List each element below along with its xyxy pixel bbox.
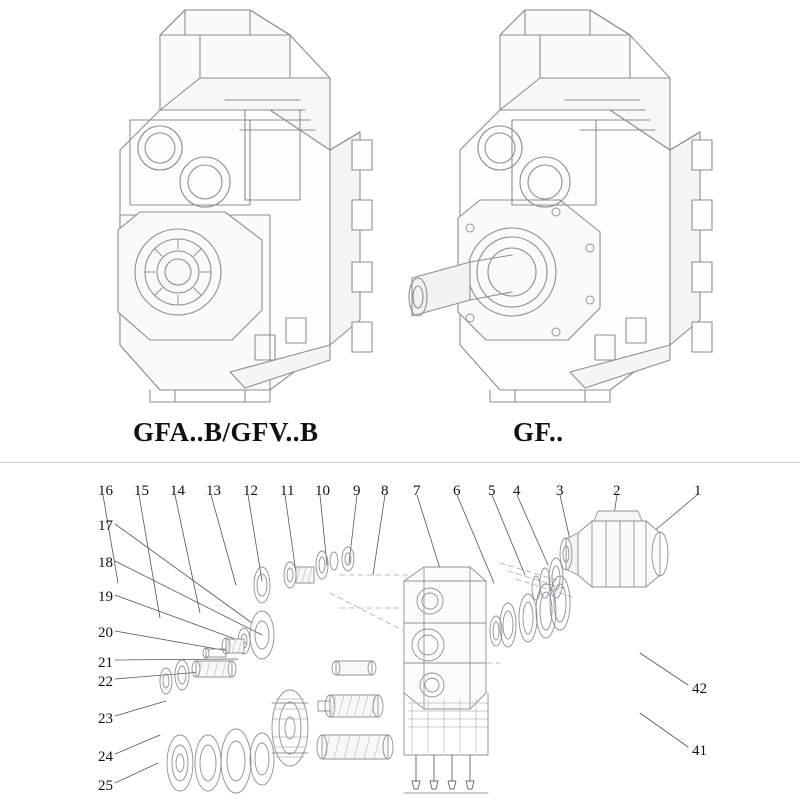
callout-number: 8	[381, 483, 389, 499]
callout-number: 21	[98, 655, 113, 671]
callout-number: 42	[692, 681, 707, 697]
callout-number: 15	[134, 483, 149, 499]
callout-number: 17	[98, 518, 113, 534]
callout-number: 19	[98, 589, 113, 605]
callout-number: 6	[453, 483, 461, 499]
callout-number: 18	[98, 555, 113, 571]
callout-number: 12	[243, 483, 258, 499]
callout-number: 25	[98, 778, 113, 794]
callout-number: 5	[488, 483, 496, 499]
callout-number: 16	[98, 483, 113, 499]
callout-number: 41	[692, 743, 707, 759]
callout-number: 23	[98, 711, 113, 727]
caption-gfa-gfv: GFA..B/GFV..B	[133, 417, 319, 447]
callout-number: 14	[170, 483, 185, 499]
callout-number: 7	[413, 483, 421, 499]
callout-number: 11	[280, 483, 295, 499]
callout-number: 13	[206, 483, 221, 499]
callout-number: 10	[315, 483, 330, 499]
caption-gf: GF..	[513, 417, 564, 447]
exploded-parts-diagram	[0, 463, 800, 800]
callout-number: 24	[98, 749, 113, 765]
callout-number: 2	[613, 483, 621, 499]
callout-number: 22	[98, 674, 113, 690]
callout-number: 4	[513, 483, 521, 499]
callout-number: 20	[98, 625, 113, 641]
exploded-drawing	[0, 463, 800, 800]
callout-number: 1	[694, 483, 702, 499]
callout-number: 3	[556, 483, 564, 499]
callout-number: 9	[353, 483, 361, 499]
